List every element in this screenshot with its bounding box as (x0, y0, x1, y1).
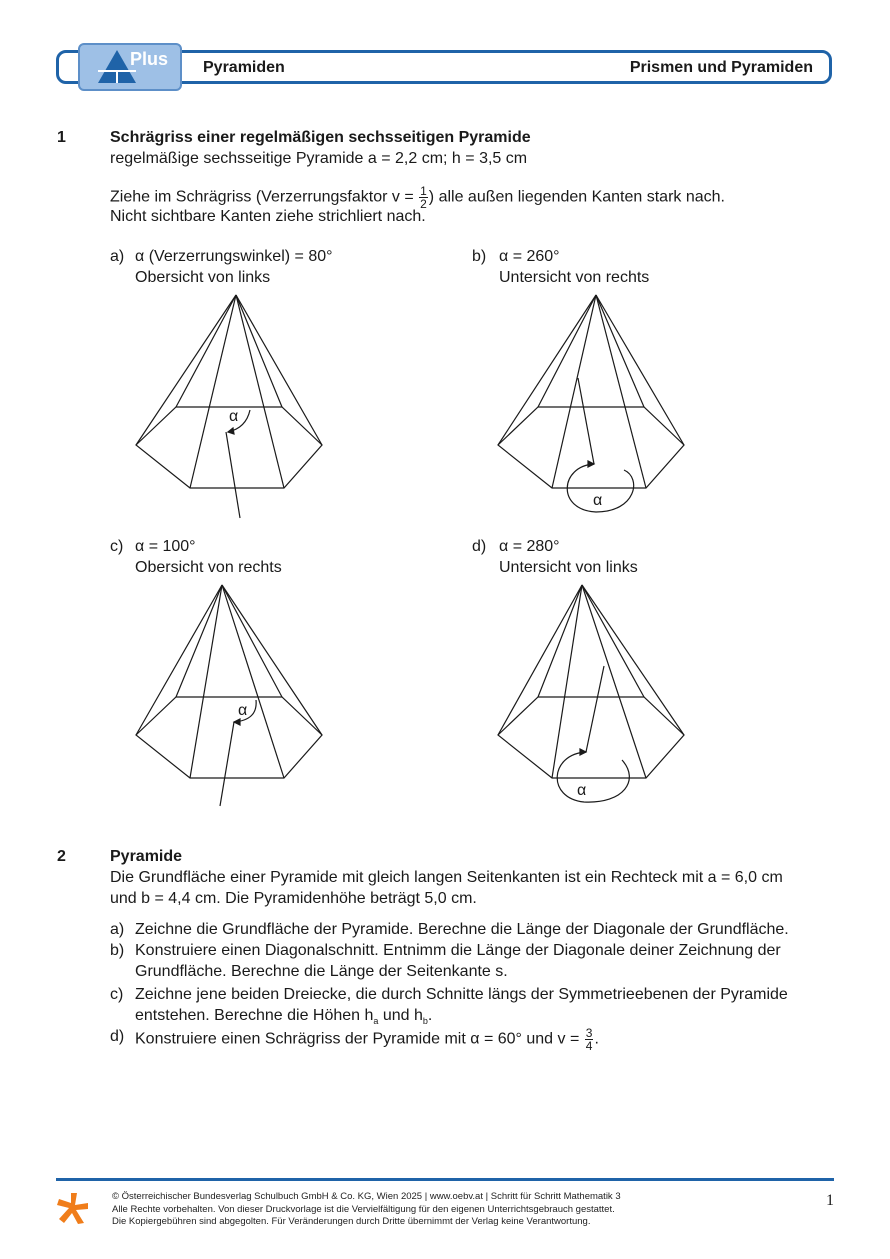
item-d-line1: α = 280° (499, 538, 560, 555)
item-b-letter: b) (472, 248, 487, 265)
item-a-letter: a) (110, 248, 125, 265)
instr-post: ) alle außen liegenden Kanten stark nach. (428, 188, 725, 206)
footer-rule (56, 1178, 834, 1181)
task2-b-line2: Grundfläche. Berechne die Länge der Seitenkante s. (135, 963, 508, 980)
task2-c-line1: Zeichne jene beiden Dreiecke, die durch Schnitte längs der Symmetrieebenen der Pyramide (135, 986, 788, 1003)
alpha-label-a: α (229, 408, 239, 425)
task2-c-line2: entstehen. Berechne die Höhen $h_a$ und $h_b$. (135, 1007, 433, 1027)
task1-number: 1 (57, 129, 66, 146)
task2-c-letter: c) (110, 986, 124, 1003)
task2-b-line1: Konstruiere einen Diagonalschnitt. Entnimm die Länge der Diagonale deiner Zeichnung der (135, 942, 781, 959)
header-left-title: Pyramiden (203, 59, 285, 76)
item-a-line1: α (Verzerrungswinkel) = 80° (135, 248, 333, 265)
alpha-label-b: α (593, 492, 603, 509)
fraction-one-half: $\frac{1}{2}$ (420, 184, 427, 211)
task1-instruction-line2: Nicht sichtbare Kanten ziehe strichliert nach. (110, 208, 426, 225)
pyramid-c (136, 585, 322, 806)
header-right-title: Prismen und Pyramiden (629, 59, 813, 76)
pyramid-b (498, 295, 684, 512)
task2-d-letter: d) (110, 1028, 125, 1045)
task2-b-letter: b) (110, 942, 125, 959)
task1-subtitle: regelmäßige sechsseitige Pyramide a = 2,2 cm; h = 3,5 cm (110, 150, 528, 167)
item-d-line2: Untersicht von links (499, 559, 638, 576)
task2-intro-line1: Die Grundfläche einer Pyramide mit gleich langen Seitenkanten ist ein Rechteck mit a = 6,0 cm (110, 869, 783, 886)
item-c-letter: c) (110, 538, 124, 555)
item-c-line2: Obersicht von rechts (135, 559, 282, 576)
item-c-line1: α = 100° (135, 538, 196, 555)
item-d-letter: d) (472, 538, 487, 555)
pyramid-d (498, 585, 684, 802)
task2-title: Pyramide (110, 848, 183, 865)
item-b-line1: α = 260° (499, 248, 560, 265)
task2-d-text: Konstruiere einen Schrägriss der Pyramide mit α = 60° und v = $\frac{3}{4}$ . (135, 1026, 599, 1053)
page-number: 1 (826, 1192, 834, 1209)
task2-a-letter: a) (110, 921, 125, 938)
item-b-line2: Untersicht von rechts (499, 269, 650, 286)
publisher-star-icon (56, 1191, 90, 1225)
logo-text: Plus (130, 49, 169, 69)
alpha-label-c: α (238, 702, 248, 719)
alpha-label-d: α (577, 782, 587, 799)
footer-copyright: © Österreichischer Bundesverlag Schulbuch GmbH & Co. KG, Wien 2025 | www.oebv.at | Schritt für Schritt Mathematik 3 Alle Rechte vorbehalten. Von dieser Druckvorlage ist die Vervielfältigung für den eigenen Unterrichtsgebrauch gestattet. Die Kopiergebühren sind abgegolten. Für Veränderungen durch Dritte übernimmt der Verlag keine Verantwortung. (112, 1191, 621, 1227)
task2-intro-line2: und b = 4,4 cm. Die Pyramidenhöhe beträgt 5,0 cm. (110, 890, 477, 907)
task2-number: 2 (57, 848, 66, 865)
task1-title: Schrägriss einer regelmäßigen sechsseitigen Pyramide (110, 129, 531, 146)
item-a-line2: Obersicht von links (135, 269, 271, 286)
instr-pre: Ziehe im Schrägriss (Verzerrungsfaktor v = (110, 188, 419, 206)
task2-a-text: Zeichne die Grundfläche der Pyramide. Berechne die Länge der Diagonale der Grundfläche. (135, 921, 789, 938)
fraction-three-quarters: $\frac{3}{4}$ (585, 1026, 593, 1053)
